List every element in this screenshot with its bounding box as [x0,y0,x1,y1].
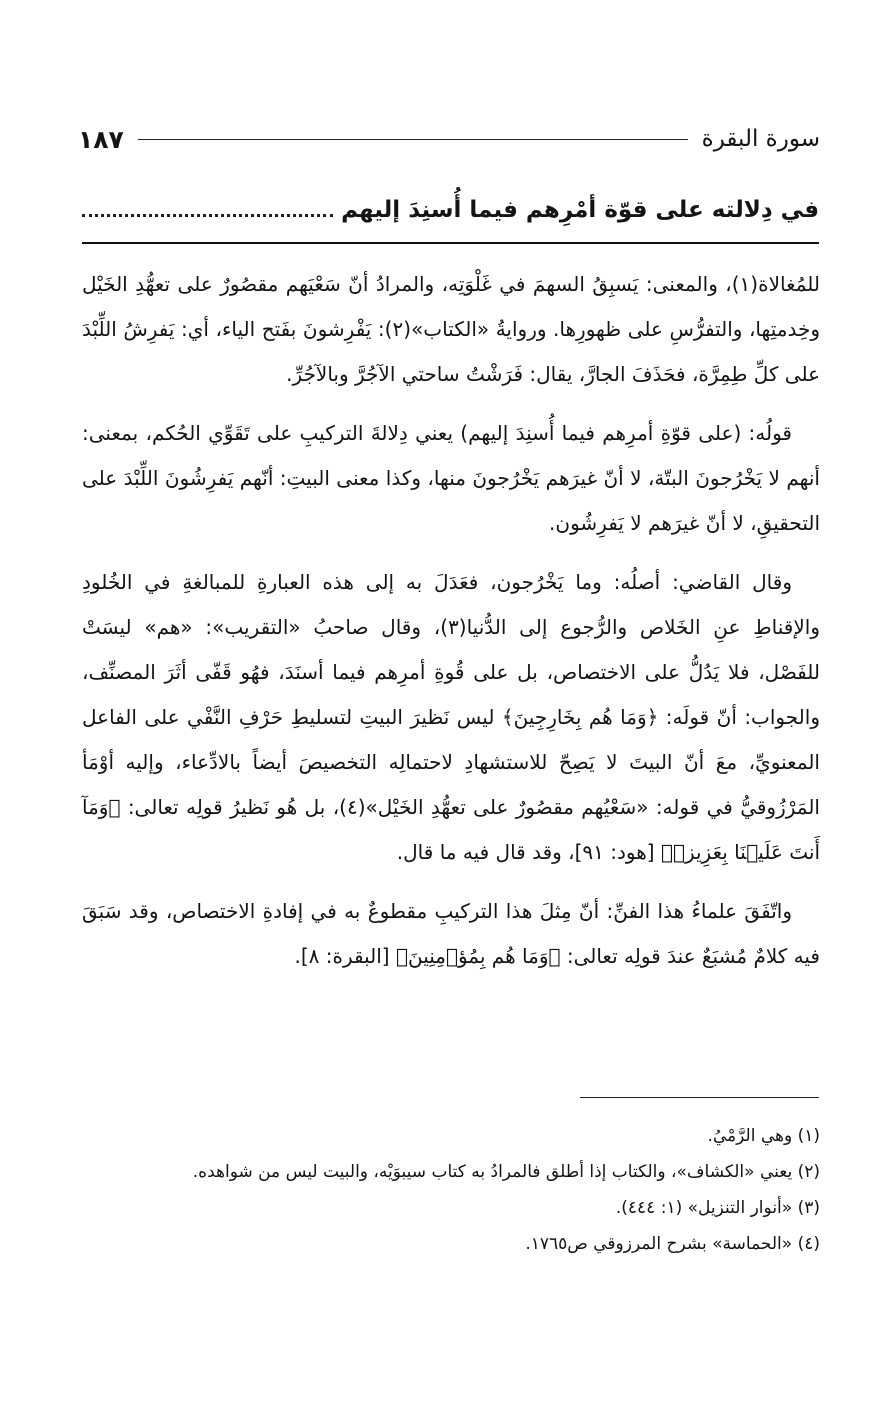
section-heading [82,188,819,232]
footnotes [160,1118,820,1262]
paragraph-4: واتّفَقَ علماءُ هذا الفنِّ: أنّ مِثلَ هذا التركيبِ مقطوعٌ به في إفادةِ الاختصاص، وقد سَبَقَ فيه كلامٌ مُشبَعٌ عندَ قولِه تعالى: ﴿وَمَا هُم بِمُؤۡمِنِينَ﴾ [البقرة: ٨]. [82,899,820,968]
main-text [82,262,820,993]
footnote-3: (٣) «أنوار التنزيل» (١: ٤٤٤). [615,1198,820,1218]
page-number: ١٨٧ [78,124,124,154]
section-rule [82,242,819,244]
footnote-4: (٤) «الحماسة» بشرح المرزوقي ص١٧٦٥. [525,1234,820,1254]
paragraph-2: قولُه: (على قوّةِ أمرِهم فيما أُسنِدَ إليهم) يعني دِلالةَ التركيبِ على تَقَوِّي الحُكم، بمعنى: أنهم لا يَخْرُجونَ البتّة، لا أنّ غيرَهم يَخْرُجونَ منها، وكذا معنى البيتِ: أنّهم يَفرِشُونَ اللِّبْدَ على التحقيقِ، لا أنّ غيرَهم لا يَفرِشُون. [82,421,820,535]
footnote-2: (٢) يعني «الكشاف»، والكتاب إذا أطلق فالمرادُ به كتاب سيبوَيْه، والبيت ليس من شواهده. [192,1162,820,1182]
header-rule [138,139,688,140]
paragraph-1: للمُغالاة(١)، والمعنى: يَسبِقُ السهمَ في غَلْوَتِه، والمرادُ أنّ سَعْيَهم مقصُورٌ على تعهُّدِ الخَيْل وخِدمتِها، والتفرُّسِ على ظهورِها. وروايةُ «الكتاب»(٢): يَفْرِشونَ بفَتح الياء، أي: يَفرِشُ اللِّبْدَ على كلِّ طِمِرَّة، فحَذَفَ الجارَّ، يقال: فَرَشْتُ ساحتي الآجُرَّ وبالآجُرِّ. [82,272,820,386]
footnote-1: (١) وهي الرَّمْيُ. [707,1126,820,1146]
section-dotted-leader [82,214,333,217]
running-header [78,122,820,156]
section-title: في دِلالته على قوّة أمْرِهم فيما أُسنِدَ إليهم [341,197,819,223]
paragraph-3: وقال القاضي: أصلُه: وما يَخْرُجون، فعَدَلَ به إلى هذه العبارةِ للمبالغةِ في الخُلودِ والإقناطِ عنِ الخَلاص والرُّجوع إلى الدُّنيا(٣)، وقال صاحبُ «التقريب»: «هم» ليسَتْ للفَصْل، فلا يَدُلُّ على الاختصاص، بل على قُوةِ أمرِهم فيما أسنَدَ، فهُو قَفّى أثَرَ المصنِّف، والجواب: أنّ قولَه: ﴿وَمَا هُم بِخَارِجِينَ﴾ ليس نَظيرَ البيتِ لتسليطِ حَرْفِ النَّفْي على الفاعل المعنويِّ، معَ أنّ البيتَ لا يَصِحّ للاستشهادِ لاحتمالِه التخصيصَ أيضاً بالادِّعاء، وإليه أوْمَأ المَرْزُوقيُّ في قوله: «سَعْيُهم مقصُورٌ على تعهُّدِ الخَيْل»(٤)، بل هُو نَظيرُ قولِه تعالى: ﴿وَمَآ أَنتَ عَلَيۡنَا بِعَزِيزٖ﴾ [هود: ٩١]، وقد قال فيه ما قال. [82,570,820,864]
surah-name: سورة البقرة [701,126,820,152]
footnote-rule [580,1097,819,1098]
